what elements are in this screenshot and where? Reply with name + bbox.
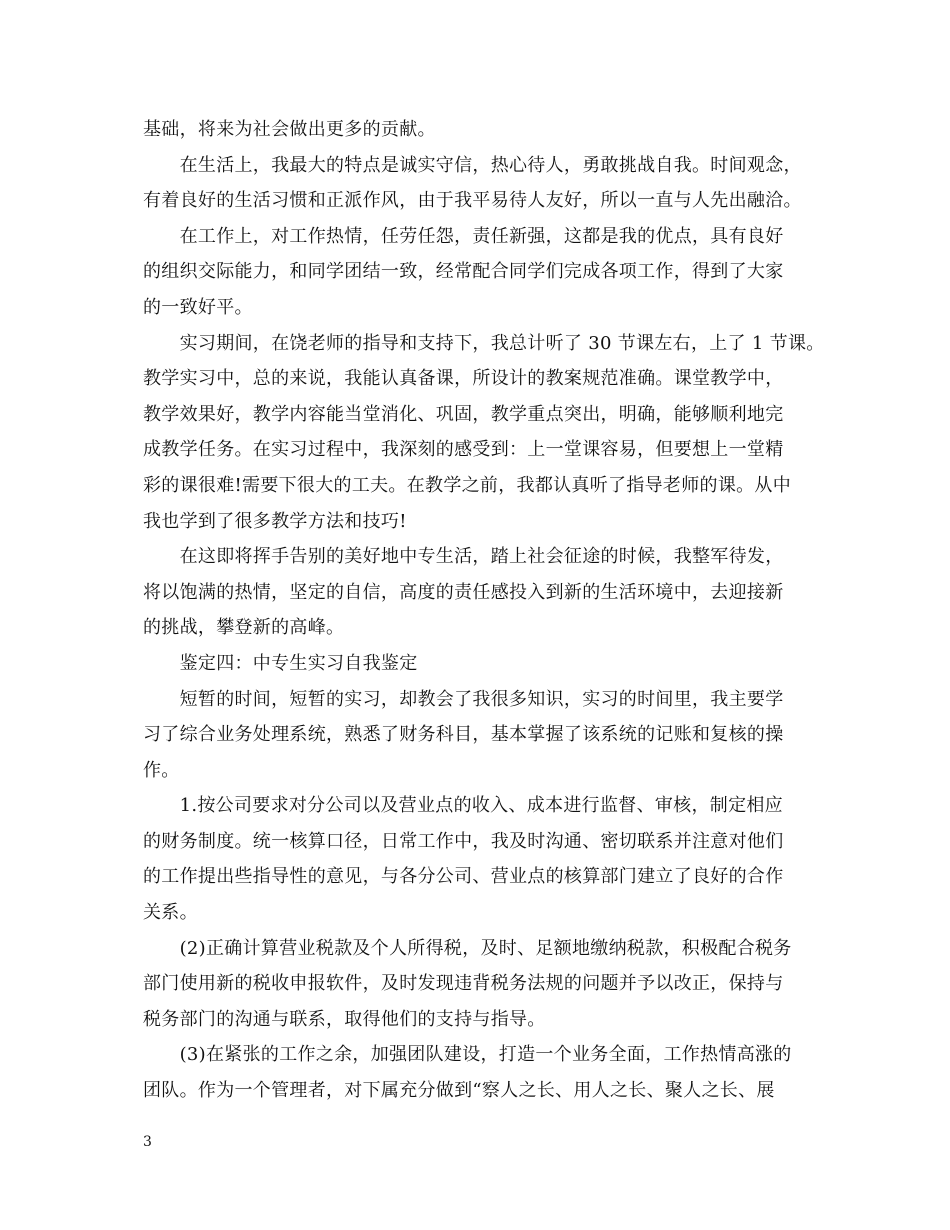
text-line: 在生活上，我最大的特点是诚实守信，热心待人，勇敢挑战自我。时间观念， — [143, 154, 802, 176]
text-line: 在工作上，对工作热情，任劳任怨，责任新强，这都是我的优点，具有良好 — [143, 225, 784, 247]
text-line: 的一致好平。 — [143, 296, 253, 318]
text-line: 短暂的时间，短暂的实习，却教会了我很多知识，实习的时间里，我主要学 — [143, 688, 784, 710]
text-line: 税务部门的沟通与联系，取得他们的支持与指导。 — [143, 1008, 546, 1030]
text-line: 的组织交际能力，和同学团结一致，经常配合同学们完成各项工作，得到了大家 — [143, 261, 784, 283]
text-line: 团队。作为一个管理者，对下属充分做到“察人之长、用人之长、聚人之长、展 — [143, 1080, 775, 1102]
text-line: 将以饱满的热情，坚定的自信，高度的责任感投入到新的生活环境中，去迎接新 — [143, 581, 784, 603]
text-line: (2)正确计算营业税款及个人所得税，及时、足额地缴纳税款，积极配合税务 — [143, 937, 792, 959]
text-line: 教学实习中，总的来说，我能认真备课，所设计的教案规范准确。课堂教学中， — [143, 368, 784, 390]
text-line: 教学效果好，教学内容能当堂消化、巩固，教学重点突出，明确，能够顺利地完 — [143, 403, 784, 425]
text-line: 实习期间，在饶老师的指导和支持下，我总计听了 30 节课左右，上了 1 节课。 — [143, 332, 825, 354]
text-line: 作。 — [143, 759, 180, 781]
text-line: 的挑战，攀登新的高峰。 — [143, 617, 345, 639]
body-text — [143, 112, 825, 1109]
text-line: 1.按公司要求对分公司以及营业点的收入、成本进行监督、审核，制定相应 — [143, 795, 783, 817]
text-line: 部门使用新的税收申报软件，及时发现违背税务法规的问题并予以改正，保持与 — [143, 973, 784, 995]
section-heading: 鉴定四：中专生实习自我鉴定 — [143, 652, 418, 674]
text-line: 的财务制度。统一核算口径，日常工作中，我及时沟通、密切联系并注意对他们 — [143, 830, 784, 852]
text-line: 基础，将来为社会做出更多的贡献。 — [143, 119, 436, 140]
text-line: 有着良好的生活习惯和正派作风，由于我平易待人友好，所以一直与人先出融洽。 — [143, 190, 802, 212]
text-line: 关系。 — [143, 902, 198, 924]
page-number: 3 — [143, 1134, 152, 1150]
text-line: 在这即将挥手告别的美好地中专生活，踏上社会征途的时候，我整军待发， — [143, 546, 784, 568]
text-line: 习了综合业务处理系统，熟悉了财务科目，基本掌握了该系统的记账和复核的操 — [143, 724, 784, 746]
text-line: 彩的课很难!需要下很大的工夫。在教学之前，我都认真听了指导老师的课。从中 — [143, 474, 792, 496]
text-line: (3)在紧张的工作之余，加强团队建设，打造一个业务全面，工作热情高涨的 — [143, 1044, 792, 1066]
text-line: 的工作提出些指导性的意见，与各分公司、营业点的核算部门建立了良好的合作 — [143, 866, 784, 888]
text-line: 成教学任务。在实习过程中，我深刻的感受到：上一堂课容易，但要想上一堂精 — [143, 439, 784, 461]
text-line: 我也学到了很多教学方法和技巧! — [143, 510, 407, 532]
